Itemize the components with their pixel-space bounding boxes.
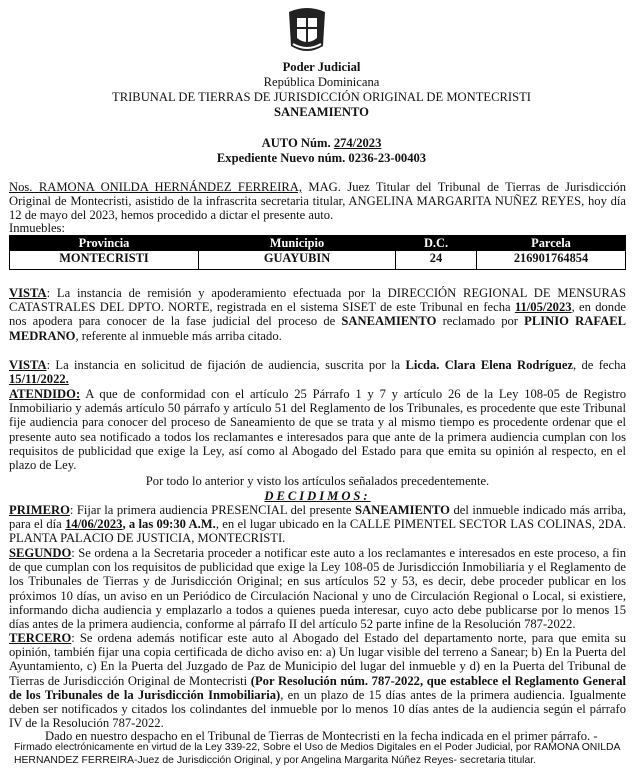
segundo-paragraph: SEGUNDO: Se ordena a la Secretaria proceder a notificar este auto a los reclamantes e interesados en este proceso, a fin de que cumplan con los requisitos de publicidad que exige la Ley 108-05 de Jurisdicción Inmobiliaria y el Reglamento de los Tribunales de Tierras y de Jurisdicción Original; en sus artículos 52 y 53, es decir, debe proceder publicar en los próximos 10 días, un aviso en un Periódico de Circulación Nacional y uno de Circulación Regional o Local, si existiere, informando dicha audiencia y emplazarlo a todos a quienes pueda interesar, cuyo acto debe publicarse por lo menos 15 días antes de la primera audiencia, conforme al párrafo II del artículo 52 parte infine de la Resolución 787-2022. bbox=[9, 546, 626, 632]
opening-paragraph: Nos. RAMONA ONILDA HERNÁNDEZ FERREIRA, MAG. Juez Titular del Tribunal de Tierras de Jurisdicción Original de Montecristi, asistido de la infrascrita secretaria titular, ANGELINA MARGARITA NUÑEZ REYES, hoy día 12 de mayo del 2023, hemos procedido a dictar el presente auto. bbox=[9, 180, 626, 223]
inmuebles-label: Inmuebles: bbox=[9, 221, 65, 235]
vista-paragraph-1: VISTA: La instancia de remisión y apoderamiento efectuada por la DIRECCIÓN REGIONAL DE MENSURAS CATASTRALES DEL DPTO. NORTE, registrada en el sistema SISET de este Tribunal en fecha 11/05/2023, en donde nos apodera para conocer de la fase judicial del proceso de SANEAMIENTO reclamado por PLINIO RAFAEL MEDRANO, referente al inmueble más arriba citado. bbox=[9, 286, 626, 343]
court-name: TRIBUNAL DE TIERRAS DE JURISDICCIÓN ORIGINAL DE MONTECRISTI bbox=[112, 90, 531, 104]
decidimos-heading: DECIDIMOS: bbox=[264, 489, 371, 503]
atendido-paragraph: ATENDIDO: A que de conformidad con el artículo 25 Párrafo 1 y 7 y artículo 26 de la Ley 108-05 de Registro Inmobiliario y además artículo 50 párrafo y artículo 51 del Reglamento de los Tribunales, es procedente que este Tribunal fije audiencia para conocer del proceso de Saneamiento de que se trata y al mismo tiempo es procedente ordenar que el presente auto sea notificado a todos los reclamantes e interesados para que ante de la primera audiencia cumplan con los requisitos de publicidad que exige la Ley, así como al Abogado del Estado para que emita su opinión al respecto, en el plazo de Ley. bbox=[9, 387, 626, 473]
table-row bbox=[10, 251, 626, 270]
table-cell: MONTECRISTI bbox=[10, 251, 199, 270]
column-header: Municipio bbox=[199, 236, 396, 251]
tercero-paragraph: TERCERO: Se ordena además notificar este auto al Abogado del Estado del departamento norte, para que emita su opinión, también fijar una copia certificada de dicho aviso en: a) Un lugar visible del terreno a Sanear; b) En la Puerta del Ayuntamiento, c) En la Puerta del Juzgado de Paz de Municipio del lugar del inmueble y d) en la Puerta del Tribunal de Tierras de Jurisdicción Original de Montecristi (Por Resolución núm. 787-2022, que establece el Reglamento General de los Tribunales de la Jurisdicción Inmobiliaria), en un plazo de 15 días antes de la primera audiencia. Igualmente deben ser notificados y citados los colindantes del inmueble por lo menos 10 días antes de la audiencia según el párrafo IV de la Resolución 787-2022. bbox=[9, 631, 626, 731]
auto-number: AUTO Núm. 274/2023 bbox=[261, 136, 382, 150]
institution-name: Poder Judicial bbox=[282, 60, 361, 74]
table-cell: 24 bbox=[396, 251, 477, 270]
vista-paragraph-2: VISTA: La instancia en solicitud de fijación de audiencia, suscrita por la Licda. Clara Elena Rodríguez, de fecha 15/11/2022. bbox=[9, 358, 627, 387]
case-type: SANEAMIENTO bbox=[274, 105, 369, 119]
expedient-number: Expediente Nuevo núm. 0236-23-00403 bbox=[216, 151, 427, 165]
column-header: D.C. bbox=[396, 236, 477, 251]
country-name: República Dominicana bbox=[263, 75, 380, 89]
transition-line: Por todo lo anterior y visto los artículos señalados precedentemente. bbox=[145, 474, 490, 488]
table-cell: 216901764854 bbox=[477, 251, 626, 270]
column-header: Parcela bbox=[477, 236, 626, 251]
coat-of-arms-seal bbox=[283, 6, 331, 56]
table-header-row bbox=[10, 236, 626, 251]
primero-paragraph: PRIMERO: Fijar la primera audiencia PRESENCIAL del presente SANEAMIENTO del inmueble indicado más arriba, para el día 14/06/2023, a las 09:30 A.M., en el lugar ubicado en la CALLE PIMENTEL SECTOR LAS COLINAS, 2DA. PLANTA PALACIO DE JUSTICIA, MONTECRISTI. bbox=[9, 503, 626, 546]
table-cell: GUAYUBIN bbox=[199, 251, 396, 270]
column-header: Provincia bbox=[10, 236, 199, 251]
electronic-signature-note: Firmado electrónicamente en virtud de la Ley 339-22, Sobre el Uso de Medios Digitales en el Poder Judicial, por RAMONA ONILDA HERNANDEZ FERREIRA-Juez de Jurisdicción Original, y por Angelina Margarita Núñez Reyes- secretaria titular. bbox=[14, 742, 620, 766]
closing-line: Dado en nuestro despacho en el Tribunal de Tierras de Montecristi en la fecha indicada en el primer párrafo. - bbox=[45, 729, 598, 743]
property-table bbox=[9, 235, 626, 270]
